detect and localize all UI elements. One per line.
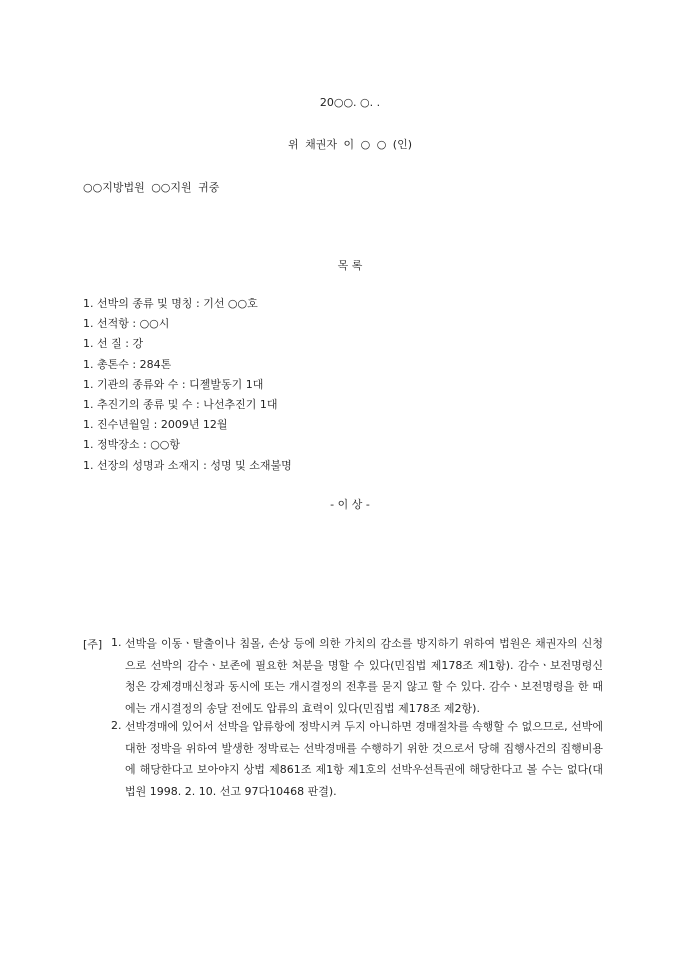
- note-text: 선박을 이동ㆍ탈출이나 침몰, 손상 등에 의한 가치의 감소를 방지하기 위하여 법원은 채권자의 신청으로 선박의 감수ㆍ보존에 필요한 처분을 명할 수 있다(민집법 제178조 제1항). 감수ㆍ보전명령신청은 강제경매신청과 동시에 또는 개시결정의 전후를 묻지 않고 할 수 있다. 감수ㆍ보전명령을 한 때에는 개시결정의 송달 전에도 압류의 효력이 있다(민집법 제178조 제2항).: [125, 637, 603, 715]
- note-item: [83, 636, 603, 719]
- list-item-gross-tonnage: 1. 총톤수 : 284톤: [83, 357, 172, 371]
- list-item-captain: 1. 선장의 성명과 소재지 : 성명 및 소재불명: [83, 458, 292, 472]
- list-item-engine: 1. 기관의 종류와 수 : 디젤발동기 1대: [83, 377, 264, 391]
- note-text: 선박경매에 있어서 선박을 압류항에 정박시켜 두지 아니하면 경매절차를 속행할 수 없으므로, 선박에 대한 정박을 위하여 발생한 정박료는 선박경매를 수행하기 위한 것으로서 당해 집행사건의 집행비용에 해당한다고 보아야지 상법 제861조 제1항 제1호의 선박우선특권에 해당한다고 볼 수는 없다(대법원 1998. 2. 10. 선고 97다10468 판결).: [125, 720, 603, 798]
- note-number: 2.: [111, 719, 122, 732]
- note-item: [83, 719, 603, 802]
- list-item-hull-material: 1. 선 질 : 강: [83, 337, 144, 351]
- list-item-launch-date: 1. 진수년월일 : 2009년 12월: [83, 418, 228, 432]
- creditor-signature: 위 채권자 이 ○ ○ (인): [287, 138, 413, 151]
- list-item-propeller: 1. 추진기의 종류 및 수 : 나선추진기 1대: [83, 397, 278, 411]
- court-addressee: ○○지방법원 ○○지원 귀중: [83, 181, 220, 194]
- note-number: 1.: [111, 636, 122, 649]
- list-item-port-of-registry: 1. 선적항 : ○○시: [83, 317, 170, 331]
- ship-details-list: [83, 297, 292, 479]
- filing-date: 20○○. ○. .: [319, 96, 381, 109]
- list-item-ship-type-name: 1. 선박의 종류 및 명칭 : 기선 ○○호: [83, 297, 258, 310]
- notes-prefix: [주]: [83, 638, 103, 651]
- notes-section: [83, 636, 603, 802]
- list-title: 목 록: [337, 259, 363, 272]
- end-mark: - 이 상 -: [330, 498, 370, 511]
- list-item-anchorage: 1. 정박장소 : ○○항: [83, 438, 181, 452]
